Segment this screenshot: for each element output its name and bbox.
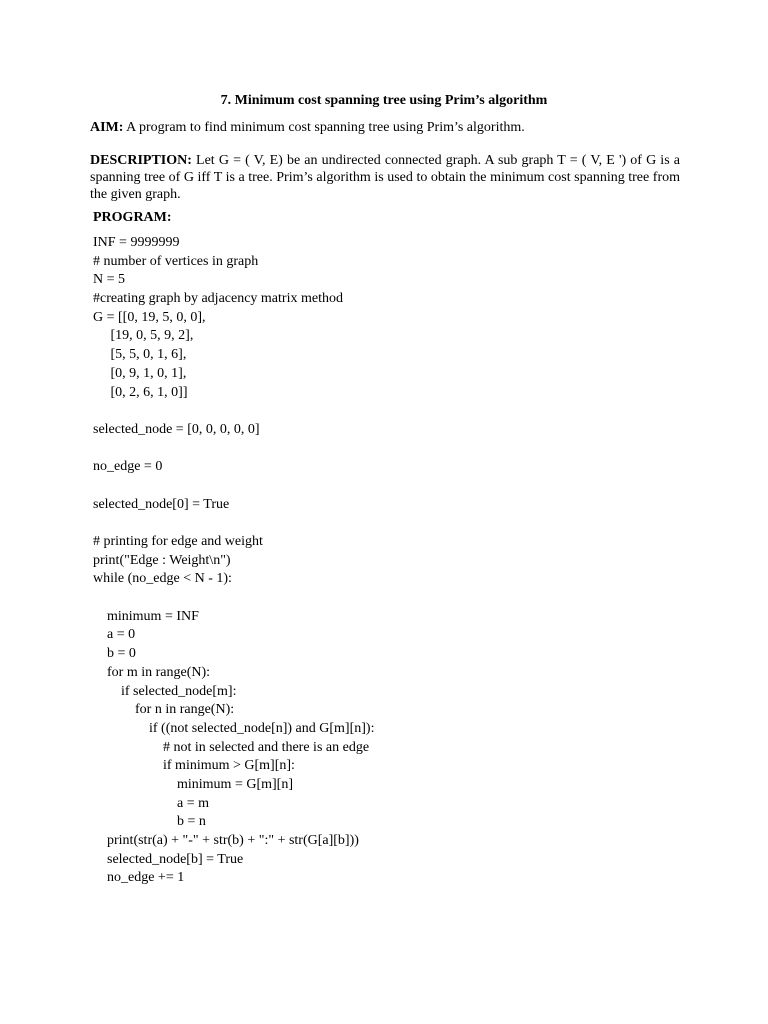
code-line: #creating graph by adjacency matrix method xyxy=(93,291,343,307)
page-title: 7. Minimum cost spanning tree using Prim’s algorithm xyxy=(220,93,548,108)
code-line: print("Edge : Weight\n") xyxy=(93,552,231,568)
code-line: # printing for edge and weight xyxy=(93,534,263,549)
description-text: Let G = ( V, E) be an undirected connected graph. A sub graph T = ( V, E ') of G is a spanning tree of G iff T is a tree. Prim’s algorithm is used to obtain the minimum cost spanning tree from the given graph. xyxy=(90,153,680,202)
code-line: no_edge += 1 xyxy=(93,870,185,886)
code-line: no_edge = 0 xyxy=(93,459,163,475)
aim-label: AIM: xyxy=(90,120,124,135)
aim-paragraph xyxy=(90,119,690,137)
code-line xyxy=(93,477,374,496)
code-line: print(str(a) + "-" + str(b) + ":" + str(G[a][b])) xyxy=(93,833,359,848)
code-line: INF = 9999999 xyxy=(93,235,180,250)
code-line: selected_node[b] = True xyxy=(93,851,244,867)
code-line: [0, 9, 1, 0, 1], xyxy=(93,365,187,381)
code-line: selected_node[0] = True xyxy=(93,496,230,512)
code-line xyxy=(93,514,374,533)
code-line: b = 0 xyxy=(93,646,136,662)
code-line: minimum = INF xyxy=(93,608,199,624)
code-line: a = m xyxy=(93,795,209,811)
description-label: DESCRIPTION: xyxy=(90,153,192,168)
code-line: b = n xyxy=(93,814,206,830)
code-line: # number of vertices in graph xyxy=(93,253,259,269)
code-line: [19, 0, 5, 9, 2], xyxy=(93,328,194,344)
aim-text: A program to find minimum cost spanning tree using Prim’s algorithm. xyxy=(123,120,525,135)
code-line: minimum = G[m][n] xyxy=(93,776,293,792)
code-line xyxy=(93,440,374,459)
program-heading: PROGRAM: xyxy=(93,210,172,225)
code-line: G = [[0, 19, 5, 0, 0], xyxy=(93,309,206,325)
code-line: a = 0 xyxy=(93,627,136,643)
code-line: if selected_node[m]: xyxy=(93,683,237,699)
code-line: selected_node = [0, 0, 0, 0, 0] xyxy=(93,421,260,437)
description-paragraph xyxy=(90,152,680,203)
code-line: [0, 2, 6, 1, 0]] xyxy=(93,384,188,400)
code-block xyxy=(93,234,374,888)
code-line: [5, 5, 0, 1, 6], xyxy=(93,347,187,363)
code-line: N = 5 xyxy=(93,272,126,288)
code-line: while (no_edge < N - 1): xyxy=(93,571,232,587)
code-line: if minimum > G[m][n]: xyxy=(93,758,295,774)
code-line xyxy=(93,402,374,421)
code-line xyxy=(93,589,374,608)
code-line: if ((not selected_node[n]) and G[m][n]): xyxy=(93,720,375,736)
code-line: for m in range(N): xyxy=(93,664,211,680)
code-line: for n in range(N): xyxy=(93,702,235,718)
code-line: # not in selected and there is an edge xyxy=(93,739,370,755)
